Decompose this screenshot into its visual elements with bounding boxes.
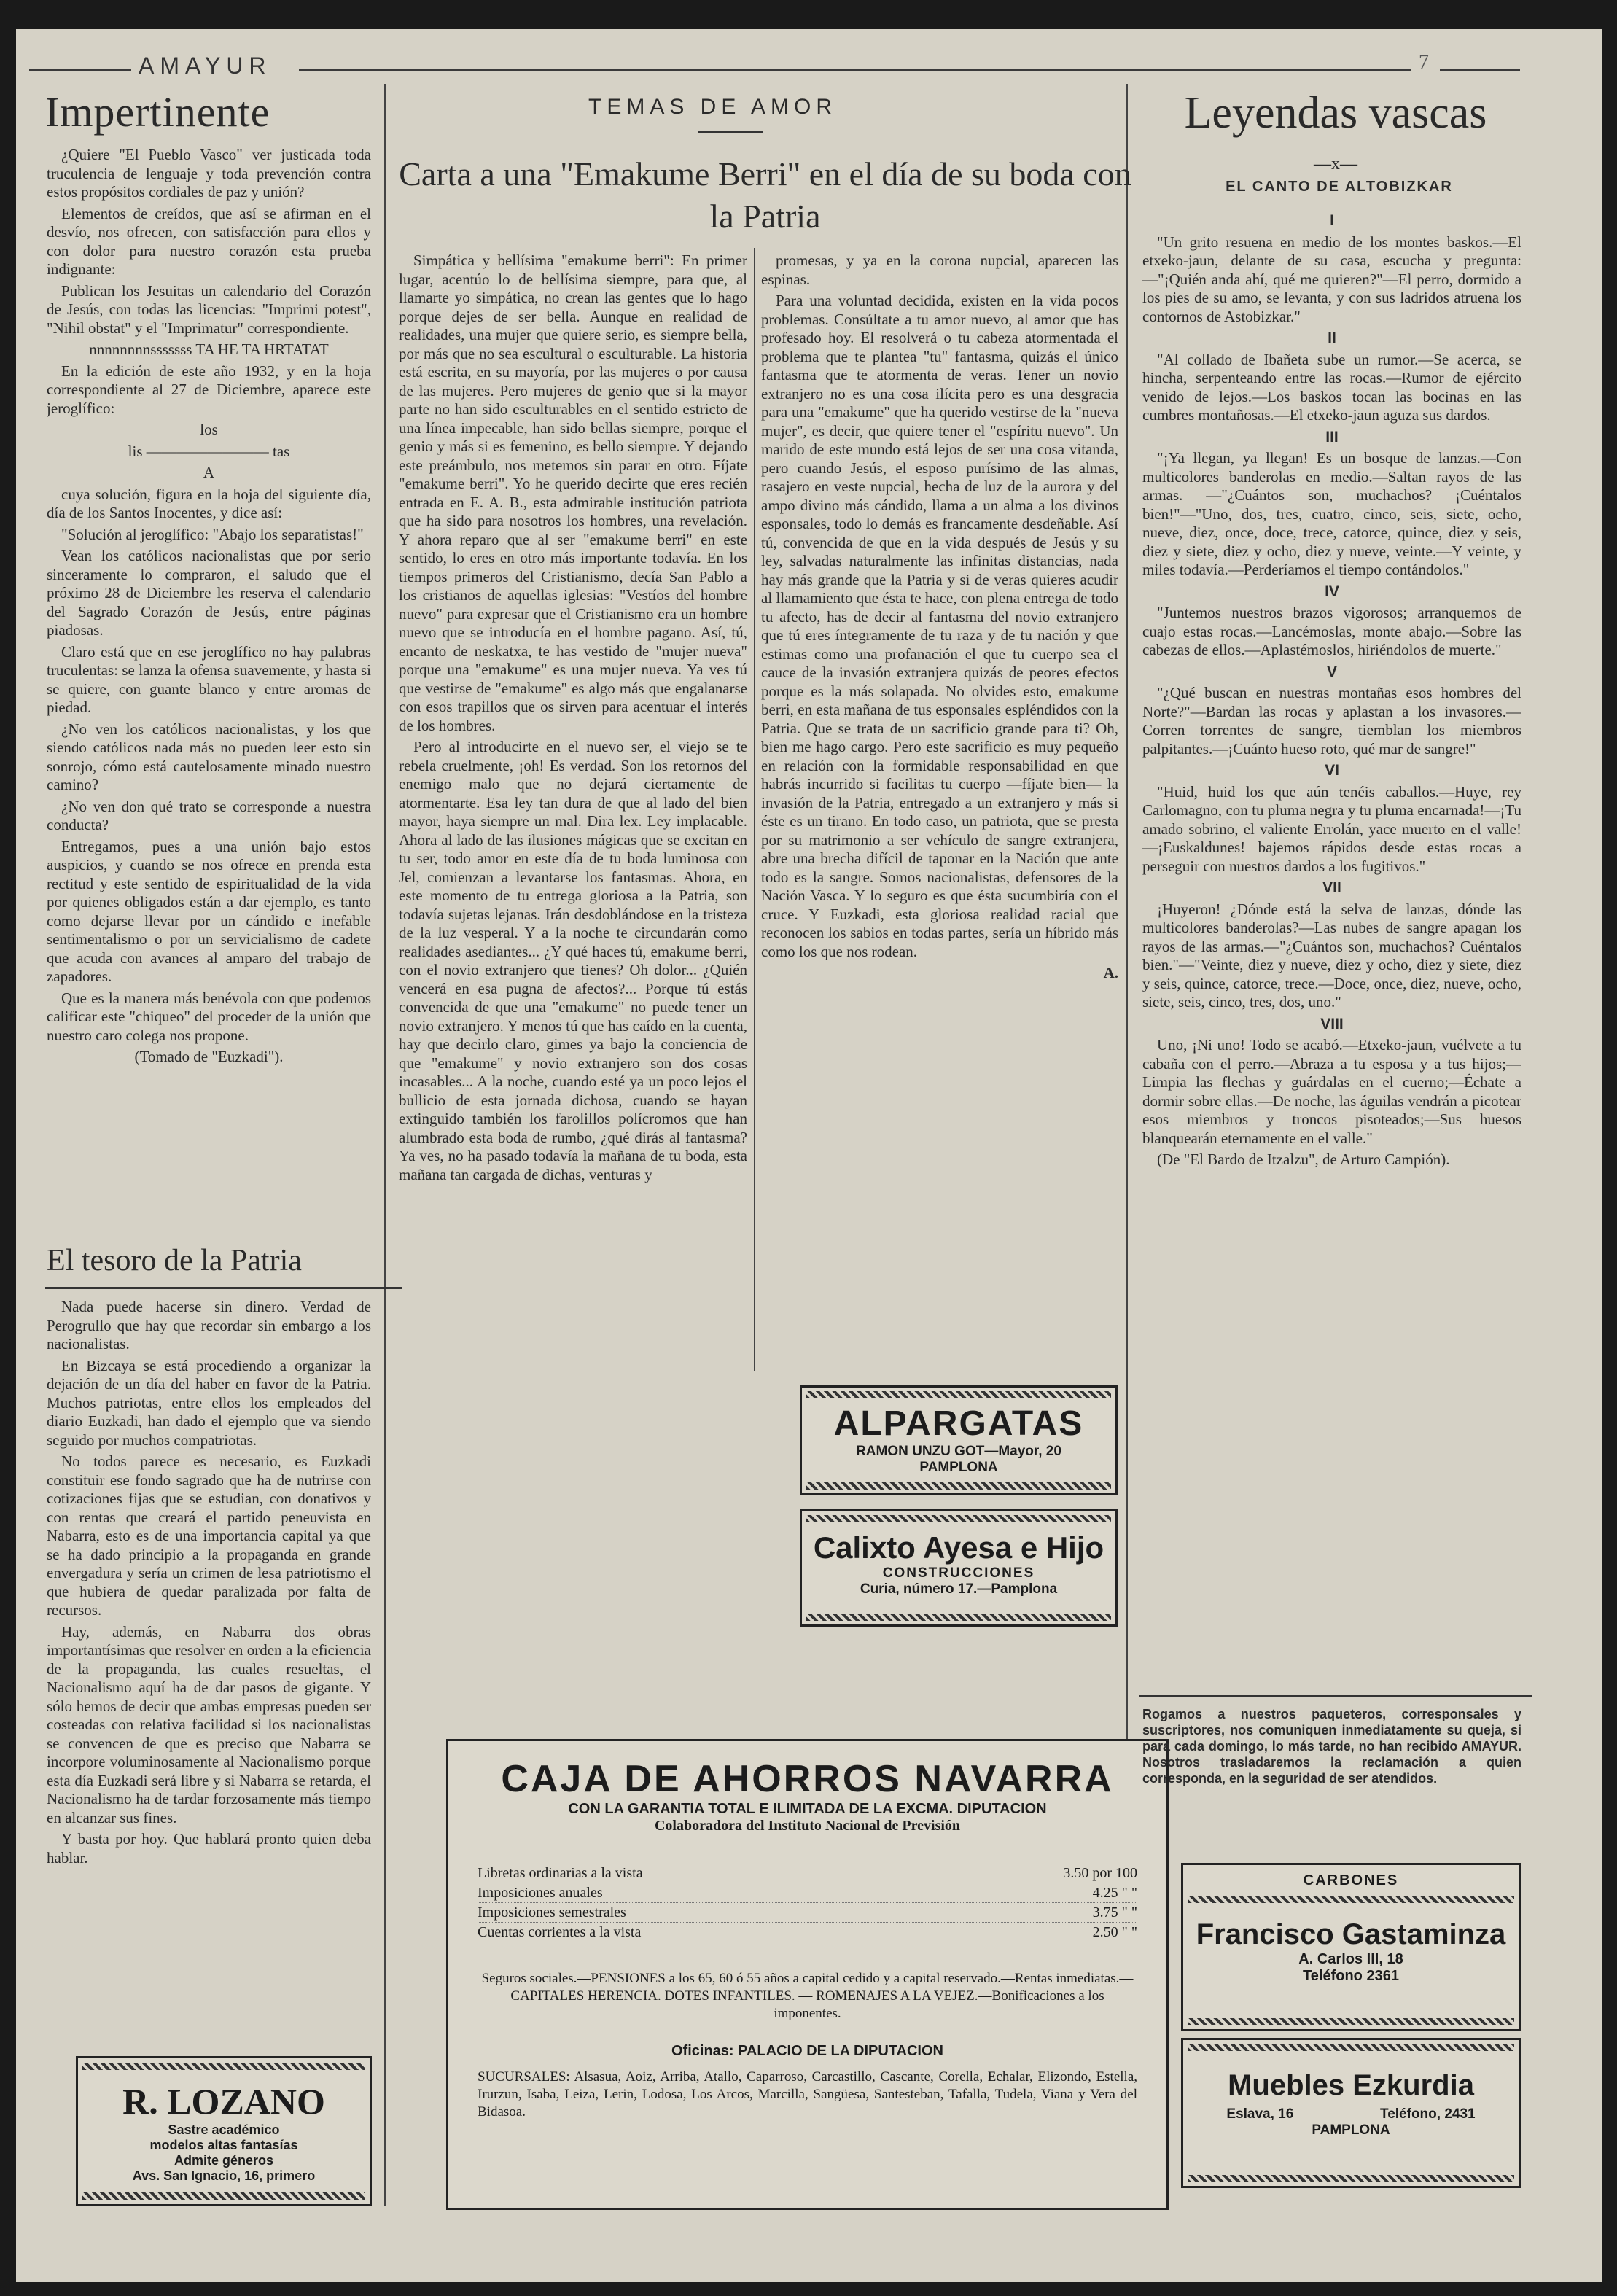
- ad-caja-offices: Oficinas: PALACIO DE LA DIPUTACION: [671, 2043, 943, 2059]
- ad-lozano-line1: Sastre académico: [168, 2122, 280, 2137]
- paragraph: ¿No ven don qué trato se corresponde a nuestra conducta?: [47, 797, 371, 833]
- ad-gastaminza-top: CARBONES: [1303, 1872, 1399, 1888]
- rate-row: [478, 1864, 1137, 1883]
- paragraph: "Solución al jeroglífico: "Abajo los separatistas!": [61, 525, 364, 543]
- rate-value: 3.50 por 100: [1063, 1865, 1137, 1881]
- ad-ezkurdia-name: Muebles Ezkurdia: [1228, 2069, 1474, 2101]
- stanza-text: "Juntemos nuestros brazos vigorosos; arranquemos de cuajo estas rocas.—Lancémoslas, monte abajo.—Sobre las cabezas de ellos.—Aplastémoslos, hiriéndolos de muerte.": [1142, 604, 1521, 658]
- ad-border-decoration: [806, 1515, 1111, 1522]
- column-rule-inner: [754, 248, 755, 1371]
- paragraph: Entregamos, pues a una unión bajo estos auspicios, y cuando se nos ofrece en prenda esta rectitud y este sentido de espiritualidad de la vida por quienes obligados están a dar ejemplo, es tanto como dejarse llevar por un cándido e inefable sentimentalismo o por un servicialismo de cadete que acuda con avances al amparo del trabajo de zapadores.: [47, 837, 371, 985]
- ad-ayesa: [800, 1509, 1118, 1627]
- stanza-text: Uno, ¡Ni uno! Todo se acabó.—Etxeko-jaun, vuélvete a tu cabaña con el perro.—Abraza a tu esposa y a tus hijos;—Limpia las flechas y guárdalas en el cuerno;—Échate a dormir sobre ellas.—De noche, las águilas vendrán a picotear esos miembros y troncos pisoteados;—Sus huesos blanquearán eternamente en el valle.": [1142, 1036, 1521, 1147]
- ad-ezkurdia: [1181, 2038, 1521, 2188]
- ad-alpargatas-name: ALPARGATAS: [833, 1404, 1084, 1443]
- ad-caja-name: CAJA DE AHORROS NAVARRA: [501, 1758, 1114, 1800]
- article-body-carta-right: [761, 252, 1118, 1374]
- ad-caja-services: Seguros sociales.—PENSIONES a los 65, 60 ó 55 años a capital cedido y a capital reservado.—Rentas inmediatas.— CAPITALES HERENCIA. DOTES INFANTILES. — ROMENAJES A LA VEJEZ.—Bonificaciones a los imponentes.: [481, 1971, 1134, 2021]
- paragraph: ¿No ven los católicos nacionalistas, y los que siendo católicos nada más no pueden leer esto sin sonrojo, cómo está cautelosamente minado nuestro camino?: [47, 720, 371, 793]
- paragraph: Nada puede hacerse sin dinero. Verdad de Perogrullo que hay que recordar sin embargo a los nacionalistas.: [47, 1298, 371, 1353]
- paragraph: Hay, además, en Nabarra dos obras importantísimas que resolver en orden a la eficiencia de la propaganda, las cuales resueltas, el Nacionalismo aquí ha de dar pasos de gigante. Y sólo hemos de decir que ambas empresas pueden ser costeadas con relativa facilidad si los nacionalistas se convencen de que es preciso que Nabarra se incorpore voluminosamente al Nacionalismo porque esta día Euzkadi será libre y si Nabarra se retarda, el Nacionalismo ha de tardar forzosamente más tiempo en alcanzar sus fines.: [47, 1622, 371, 1826]
- column-rule-1: [384, 84, 386, 2206]
- article-headline-carta: Carta a una "Emakume Berri" en el día de su boda con la Patria: [399, 155, 1131, 235]
- kicker-rule: [698, 131, 763, 133]
- ad-caja-rates: [478, 1864, 1137, 1942]
- paragraph: Que es la manera más benévola con que podemos calificar este "chiqueo" del proceder de la unión que nuestro caro colega nos propone.: [47, 989, 371, 1044]
- ad-border-decoration: [82, 2063, 365, 2070]
- paragraph: No todos parece es necesario, es Euzkadi constituir ese fondo sagrado que ha de nutrirse con cotizaciones fijas que se estudian, con donativos y con rentas que creará el partido peneuvista en Nabarra, esto es de una importancia capital ya que se ha dado principio a la propaganda en grande envergadura y sería un crimen de lesa patriotismo el que hubiera de quedar paralizada por falta de recursos.: [47, 1452, 371, 1619]
- column-rule-2: [1126, 84, 1128, 1797]
- rate-row: [478, 1923, 1137, 1942]
- title-underline: [45, 1287, 402, 1289]
- ad-gastaminza: [1181, 1863, 1521, 2031]
- rate-label: Libretas ordinarias a la vista: [478, 1865, 643, 1881]
- paragraph: los: [200, 421, 218, 438]
- paragraph: ¿Quiere "El Pueblo Vasco" ver justicada toda truculencia de lenguaje y toda prevención contra estos propósitos cordiales de paz y unión?: [47, 146, 371, 201]
- rate-value: 3.75 " ": [1092, 1904, 1137, 1921]
- section-kicker: TEMAS DE AMOR: [588, 95, 838, 119]
- article-body-impertinente: [47, 146, 371, 1225]
- paragraph: Vean los católicos nacionalistas que por serio sinceramente lo compraron, el saludo que el próximo 28 de Diciembre les reserva el calendario del Sagrado Corazón de Jesús, entre páginas piadosas.: [47, 547, 371, 639]
- ad-alpargatas-line1: RAMON UNZU GOT—Mayor, 20: [856, 1444, 1061, 1459]
- ad-gastaminza-line1: A. Carlos III, 18: [1298, 1951, 1403, 1967]
- ad-ezkurdia-line2: Teléfono, 2431: [1380, 2106, 1476, 2122]
- stanza-number: I: [1330, 212, 1334, 229]
- article-signature: A.: [1103, 964, 1118, 981]
- ad-border-decoration: [1188, 2175, 1514, 2182]
- ad-lozano-line2: modelos altas fantasías: [149, 2138, 298, 2152]
- ad-caja-de-ahorros: [446, 1739, 1169, 2210]
- ad-border-decoration: [1188, 2018, 1514, 2025]
- stanza-number: V: [1326, 663, 1337, 680]
- stanza-text: "¿Qué buscan en nuestras montañas esos hombres del Norte?"—Bardan las rocas y aplastan a los invasores.—Corren torrentes de sangre, tiemblan los miembros palpitantes.—¡Cuánto hueso roto, qué mar de sangre!": [1142, 684, 1521, 758]
- paragraph: Simpática y bellísima "emakume berri": En primer lugar, acentúo lo de bellísima siempre, para que, al llamarte yo simpática, no crean las gentes que lo hago porque dejes de ser bella. Aunque en realidad de realidades, una mujer que quiere serio, es siempre bella, por más que no sea escultural o esculturable. La historia está escrita, en su mayoría, por las mujeres o por causa de las mujeres. Pero mujeres de genio que si la mayor parte no han sido esculturables en el sentido estricto de una línea impecable, han sido bellas siempre, porque el genio y más si es femenino, es bello siempre. Y dejando este preámbulo, nos metemos sin parar en otro. Fíjate "emakume berri". Yo he querido decirte que eres recién entrada en E. A. B., esta admirable institución patriota que ha sido para nosotros los hombres, una revelación. Y ahora reparo que al ser "emakume berri" en este sentido, lo eres en otro más importante todavía. En los tiempos primeros del Cristianismo, decía San Pablo a los cristianos de aquellas iglesias: "Vestíos del hombre nuevo" para expresar que el Cristianismo era un hombre nuevo que se introducía en el hombre pagano. Así, tú, encanto de neskatxa, te has vestido de "mujer nueva" porque una "emakume" es una mujer nueva. Ya ves tú que vestirse de "emakume" es algo más que engalanarse con esos trapillos que os sirven para acentuar el interés de los hombres.: [399, 252, 747, 734]
- masthead-rule-right: [1440, 69, 1520, 71]
- rate-label: Cuentas corrientes a la vista: [478, 1924, 642, 1940]
- article-title-tesoro: El tesoro de la Patria: [47, 1244, 302, 1277]
- ad-ezkurdia-line3: PAMPLONA: [1312, 2122, 1390, 2138]
- ad-caja-branches: SUCURSALES: Alsasua, Aoiz, Arriba, Atallo, Caparroso, Carcastillo, Cascante, Corella, Echalar, Elizondo, Estella, Irurzun, Isaba, Leiza, Lerin, Lodosa, Los Arcos, Marcilla, Sangüesa, Santesteban, Tafalla, Tudela, Viana y Vera del Bidasoa.: [478, 2069, 1137, 2120]
- paragraph: cuya solución, figura en la hoja del siguiente día, día de los Santos Inocentes, y dice así:: [47, 485, 371, 521]
- ad-caja-line2: Colaboradora del Instituto Nacional de Previsión: [654, 1818, 961, 1834]
- article-subtitle-altobizkar: EL CANTO DE ALTOBIZKAR: [1226, 179, 1453, 195]
- paragraph: nnnnnnnnsssssss TA HE TA HRTATAT: [89, 340, 329, 358]
- ad-ayesa-name: Calixto Ayesa e Hijo: [813, 1530, 1104, 1565]
- ad-border-decoration: [806, 1391, 1111, 1398]
- subscriber-notice-text: Rogamos a nuestros paqueteros, corresponsales y suscriptores, nos comuniquen inmediatamente su queja, si para cada domingo, lo más tarde, no han recibido AMAYUR. Nosotros trasladaremos la reclamación a quien corresponda, en la seguridad de ser atendidos.: [1142, 1707, 1521, 1786]
- title-separator: —x—: [1314, 155, 1357, 174]
- ad-border-decoration: [806, 1614, 1111, 1621]
- ad-ayesa-line2: Curia, número 17.—Pamplona: [860, 1581, 1058, 1597]
- newspaper-page: [16, 29, 1602, 2282]
- article-body-leyendas: [1142, 211, 1521, 1699]
- stanza-text: "Al collado de Ibañeta sube un rumor.—Se acerca, se hincha, serpenteando entre las rocas.—Rumor de ejército venido de lejos.—Los baskos tocan las bocinas en las cumbres montañosas.—El etxeko-jaun aguza sus dardos.: [1142, 350, 1521, 424]
- stanza-number: IV: [1325, 583, 1339, 600]
- paragraph: Pero al introducirte en el nuevo ser, el viejo se te rebela cruelmente, ¡oh! Es verdad. Son los retornos del enemigo malo que no dejará ciertamente de atormentarte. Esa ley tan dura de que al lado del bien mayor, haya siempre un mal. Dira lex. Ley implacable. Ahora al lado de las ilusiones mágicas que se excitan en tu ser, todo amor en este día de tu boda luminosa con Jel, comienzan a levantarse los fantasmas. Ahora, en este momento de tu entrega gloriosa a la Patria, son todavía sujetas lejanas. Irán desdoblándose en la tristeza de la luz vesperal. Y a la noche te circundarán como realidades asediantes... ¿Y qué haces tú, emakume berri, con el novio extranjero que tienes? Oh dolor... ¿Quién vencerá en esa pugna de afectos?... Porque tú estás convencida de que una "emakume" no puede tener un novio extranjero. Y menos tú que has caído en la cuenta, hay que decirlo claro, gimes ya bajo la conciencia de que "emakume" y novio extranjero son dos cosas incasables... A la noche, cuando esté ya un poco lejos el bullicio de esta jornada dichosa, cuando se hayan extinguido también los farolillos polícromos que han alumbrado esta boda de rumbo, ¿qué dirás al fantasma? Ya ves, no ha pasado todavía la mañana de tu boda, esta mañana tan cargada de dichas, venturas y: [399, 738, 747, 1183]
- stanza-number: II: [1328, 330, 1336, 346]
- rate-row: [478, 1883, 1137, 1903]
- stanza-text: ¡Huyeron! ¿Dónde está la selva de lanzas, dónde las multicolores banderolas?—Las nubes de sangre apagan los rayos de las armas.—"¿Cuántos son, muchachos? Cuéntalos bien."—"Veinte, diez y nueve, diez y ocho, diez y siete, diez y seis, quince, catorce, trece.—Doce, once, diez, nueve, ocho, siete, seis, cinco, tres, dos, uno.": [1142, 900, 1521, 1011]
- paragraph: (Tomado de "Euzkadi").: [134, 1048, 284, 1065]
- paragraph: Publican los Jesuitas un calendario del Corazón de Jesús, con todas las licencias: "Imprimi potest", "Nihil obstat" y el "Imprimatur" correspondiente.: [47, 281, 371, 337]
- paragraph: Y basta por hoy. Que hablará pronto quien deba hablar.: [47, 1830, 371, 1867]
- article-body-tesoro: [47, 1298, 371, 2034]
- paragraph: lis ———————— tas: [128, 442, 290, 460]
- rate-row: [478, 1903, 1137, 1923]
- ad-lozano-name: R. LOZANO: [122, 2081, 325, 2122]
- stanza-number: III: [1325, 428, 1339, 445]
- ad-ayesa-line1: CONSTRUCCIONES: [882, 1565, 1035, 1581]
- masthead-name: AMAYUR: [139, 52, 272, 79]
- ad-caja-line1: CON LA GARANTIA TOTAL E ILIMITADA DE LA EXCMA. DIPUTACION: [568, 1801, 1047, 1817]
- masthead-rule-center: [299, 69, 1411, 71]
- paragraph: En Bizcaya se está procediendo a organizar la dejación de un día del haber en favor de la Patria. Muchos patriotas, entre ellos los empleados del diario Euzkadi, han dado el ejemplo que va siendo seguido por muchos compatriotas.: [47, 1356, 371, 1449]
- ad-border-decoration: [82, 2192, 365, 2200]
- ad-lozano: [76, 2056, 372, 2206]
- rate-label: Imposiciones semestrales: [478, 1904, 626, 1921]
- paragraph: Claro está que en ese jeroglífico no hay palabras truculentas: se lanza la ofensa suavemente, y hasta si se quiere, con guante blanco y entre aromas de piedad.: [47, 642, 371, 716]
- stanza-number: VIII: [1320, 1015, 1344, 1032]
- ad-ezkurdia-address: [1183, 2106, 1519, 2122]
- ad-gastaminza-name: Francisco Gastaminza: [1196, 1918, 1506, 1950]
- article-body-carta-left: [399, 252, 747, 1374]
- ad-lozano-line4: Avs. San Ignacio, 16, primero: [132, 2168, 316, 2183]
- masthead-rule-left: [29, 69, 131, 71]
- ad-border-decoration: [1188, 2044, 1514, 2051]
- ad-border-decoration: [1188, 1896, 1514, 1903]
- paragraph: Para una voluntad decidida, existen en la vida pocos problemas. Consúltate a tu amor nuevo, al amor que has profesado hoy. El resolverá o tu cabeza atormentada el problema que te plantea "tu" fantasma, quizás el único fantasma que te atormenta de veras. Tener un novio extranjero no es una cosa ilícita pero es una desgracia para una "emakume" que ha querido vestirse de la "nueva mujer", es decir, que quiere tener el "espíritu nuevo". Un marido de este mundo está lejos de ser una cosa vitanda, pero cuando Jesús, el esposo purísimo de las almas, rasajero en veste nupcial, hecha de luz de la aurora y del ampo divino más cándido, llama a un alma a los divinos esponsales, todo lo demás es francamente desdeñable. Así tú, convencida de que en la vida después de Jesús y su ley, salvadas naturalmente las infinitas distancias, nada hay más grande que la Patria y si de veras quieres acudir al llamamiento que ésta te hace, con plena entrega de todo tu afecto, has de decir al fantasma del novio extranjero que tú eres íntegramente de tu raza y de tu nación y que estimas como una profanación el que tu cuerpo sea el cauce de la invasión extranjera quizás de peores efectos porque es la más solapada. No olvides esto, emakume berri, en esta mañana de tus esponsales espléndidos con la Patria. Que se trata de un sacrificio grande para ti? Oh, bien me hago cargo. Pero este sacrificio es muy pequeño en relación con la formidable responsabilidad en que habrás incurrido si facilitas tu cuerpo —fíjate bien— la invasión de la Patria, entregado a un extranjero y más si éste es un tirano. En todo caso, un patriota, que se presta por su matrimonio a ser vehículo de sangre extranjera, abre una brecha difícil de taponar en la Nación que ante todo es la sangre. Somos nacionalistas, defensores de la Nación Vasca. Y lo seguro es que ésta sucumbiría con el cruce. Y Euzkadi, esta gloriosa realidad racial que reconocen los sabios en todas partes, sería un híbrido más como los que nos rodean.: [761, 292, 1118, 960]
- article-title-leyendas: Leyendas vascas: [1184, 88, 1487, 138]
- stanza-number: VI: [1325, 762, 1339, 779]
- paragraph: Elementos de creídos, que así se afirman en el desvío, nos ofrecen, con satisfacción para ellos y con dolor para nuestro corazón esta prueba indignante:: [47, 204, 371, 278]
- stanza-number: VII: [1322, 879, 1341, 896]
- notice-rule: [1139, 1695, 1532, 1697]
- paragraph: En la edición de este año 1932, y en la hoja correspondiente al 27 de Diciembre, aparece este jeroglífico:: [47, 362, 371, 417]
- ad-border-decoration: [806, 1482, 1111, 1490]
- ad-ezkurdia-line1: Eslava, 16: [1226, 2106, 1294, 2122]
- ad-alpargatas-line2: PAMPLONA: [919, 1460, 998, 1475]
- rate-label: Imposiciones anuales: [478, 1885, 603, 1901]
- stanza-text: "¡Ya llegan, ya llegan! Es un bosque de lanzas.—Con multicolores banderolas en medio.—Saltan rayos de las armas. —"¿Cuántos son, muchachos? ¡Cuéntalos bien!"—"Uno, dos, tres, cuatro, cinco, seis, siete, ocho, nueve, diez, once, doce, trece, catorce, quince, diez y seis, diez y siete, diez y ocho, diez y nueve, veinte.—Y veinte, y miles todavía.—Perderíamos el tiempo contándolos.": [1142, 449, 1521, 578]
- rate-value: 4.25 " ": [1092, 1885, 1137, 1901]
- paragraph: promesas, y ya en la corona nupcial, aparecen las espinas.: [761, 252, 1118, 288]
- masthead: [29, 51, 1582, 80]
- page-number: 7: [1419, 51, 1429, 74]
- article-title-impertinente: Impertinente: [45, 88, 270, 136]
- stanza-text: "Un grito resuena en medio de los montes baskos.—El etxeko-jaun, delante de su casa, escucha y pregunta: —"¡Quién anda ahí, qué me quieren?"—El perro, dormido a los pies de su amo, se levanta, y con sus ladridos atruena los contornos de Astobizkar.": [1142, 233, 1521, 325]
- ad-gastaminza-line2: Teléfono 2361: [1303, 1968, 1399, 1984]
- article-credit: (De "El Bardo de Itzalzu", de Arturo Campión).: [1157, 1151, 1450, 1168]
- ad-lozano-line3: Admite géneros: [174, 2153, 274, 2168]
- subscriber-notice: [1142, 1706, 1521, 1801]
- paragraph: A: [203, 464, 215, 481]
- stanza-text: "Huid, huid los que aún tenéis caballos.—Huye, rey Carlomagno, con tu pluma negra y tu pluma encarnada!—¡Tu amado sobrino, el valiente Errolán, yace muerto en el valle!—¡Euskaldunes! bajemos rápidos desde estas rocas a perseguir con nuestros dardos a los fugitivos.": [1142, 782, 1521, 875]
- ad-alpargatas: [800, 1385, 1118, 1495]
- rate-value: 2.50 " ": [1092, 1924, 1137, 1940]
